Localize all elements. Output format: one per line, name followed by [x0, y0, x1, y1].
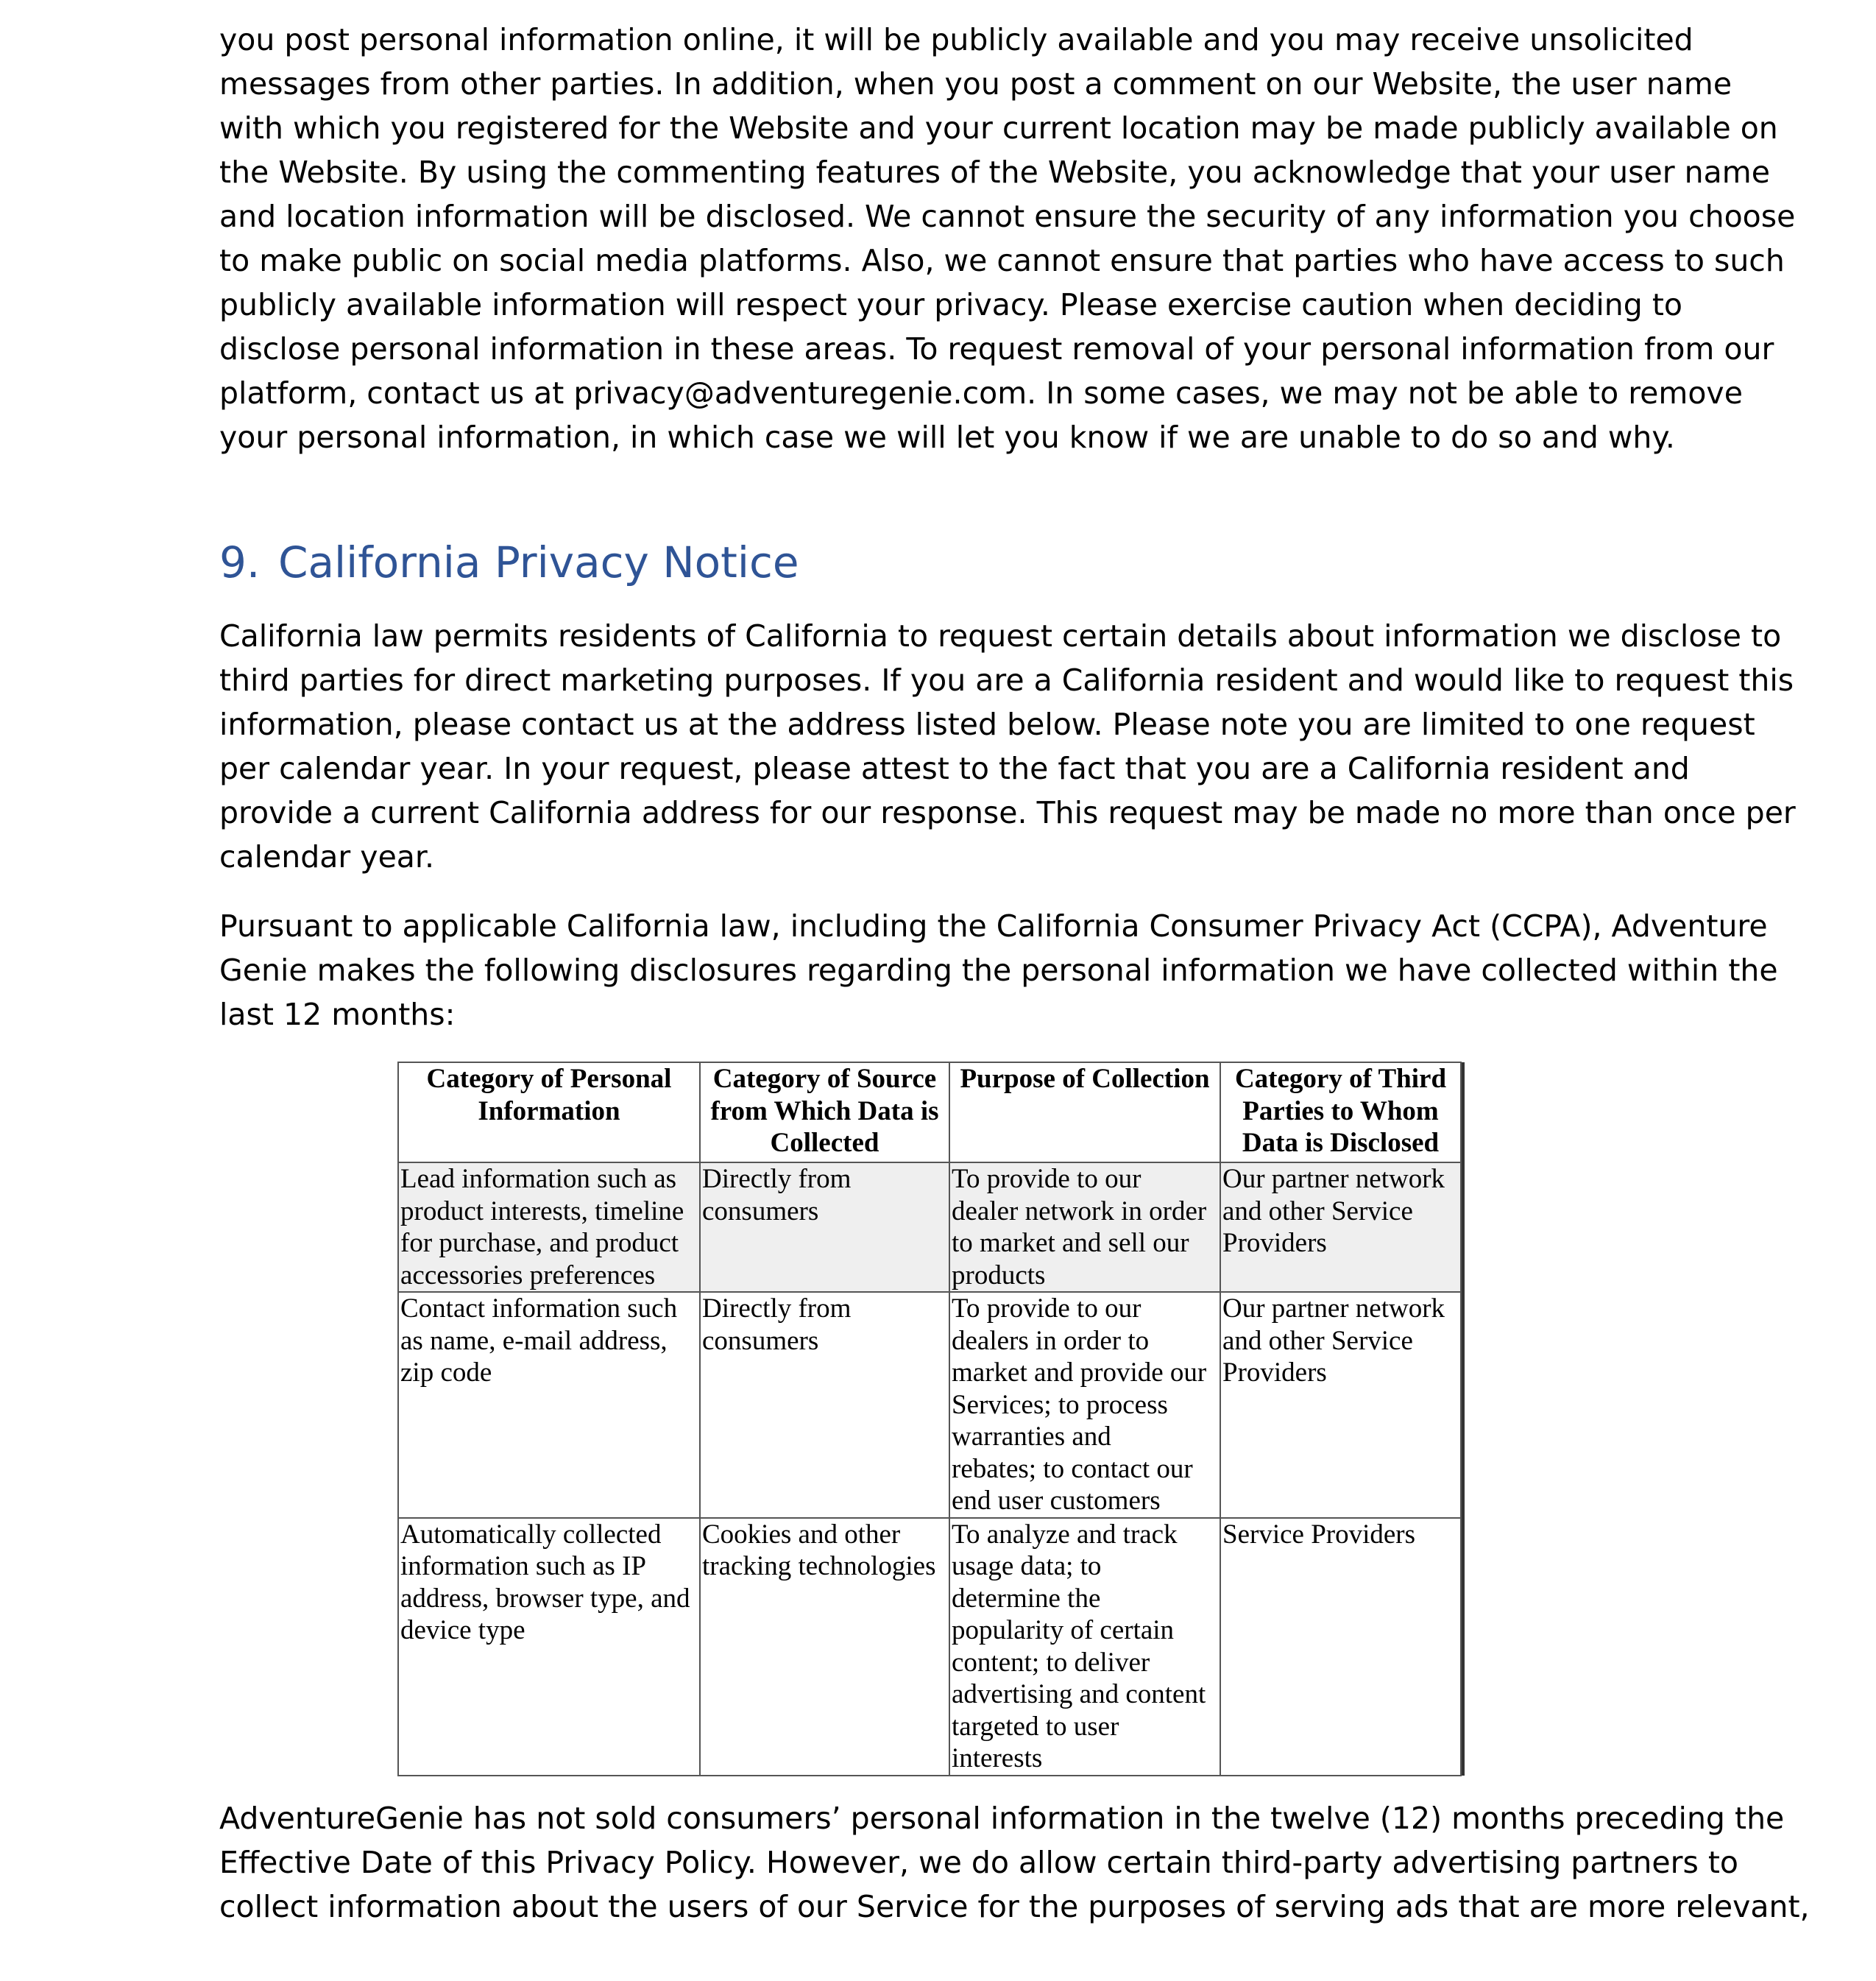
table-cell: To provide to our dealers in order to market and provide our Services; to process warranties and rebates; to contact our end user customers: [949, 1292, 1220, 1518]
text-line: Pursuant to applicable California law, including the California Consumer Privacy Act (CCPA), Adventure: [219, 908, 1768, 944]
table-cell: Lead information such as product interests, timeline for purchase, and product accessories preferences: [398, 1162, 700, 1292]
column-header-purpose: Purpose of Collection: [949, 1062, 1220, 1162]
intro-paragraph: [219, 18, 1796, 459]
california-law-paragraph: [219, 614, 1796, 879]
text-line: AdventureGenie has not sold consumers’ personal information in the twelve (12) months preceding the: [219, 1801, 1785, 1836]
table-cell: To provide to our dealer network in order to market and sell our products: [949, 1162, 1220, 1292]
table-cell: Service Providers: [1220, 1518, 1461, 1776]
text-line: with which you registered for the Website and your current location may be made publicly available on: [219, 110, 1778, 146]
table-cell: Directly from consumers: [700, 1292, 949, 1518]
table-cell: Automatically collected information such as IP address, browser type, and device type: [398, 1518, 700, 1776]
column-header-personal-info-category: Category of Personal Information: [398, 1062, 700, 1162]
text-line: collect information about the users of our Service for the purposes of serving ads that are more relevant,: [219, 1889, 1810, 1924]
table-header-row: [398, 1062, 1461, 1162]
text-line: information, please contact us at the address listed below. Please note you are limited to one request: [219, 707, 1755, 742]
text-line: your personal information, in which case we will let you know if we are unable to do so and why.: [219, 420, 1675, 455]
section-title: California Privacy Notice: [278, 537, 799, 587]
section-heading: [219, 533, 799, 592]
text-line: last 12 months:: [219, 997, 456, 1032]
text-line: you post personal information online, it will be publicly available and you may receive unsolicited: [219, 22, 1693, 57]
text-line: provide a current California address for our response. This request may be made no more than once per: [219, 795, 1796, 830]
table-cell: Contact information such as name, e-mail address, zip code: [398, 1292, 700, 1518]
column-header-third-parties: Category of Third Parties to Whom Data is Disclosed: [1220, 1062, 1461, 1162]
table-row: [398, 1162, 1461, 1292]
table-row: [398, 1518, 1461, 1776]
text-line: the Website. By using the commenting features of the Website, you acknowledge that your user name: [219, 155, 1770, 190]
text-line: publicly available information will respect your privacy. Please exercise caution when deciding to: [219, 287, 1682, 322]
text-line: third parties for direct marketing purposes. If you are a California resident and would like to request this: [219, 663, 1794, 698]
table-cell: Our partner network and other Service Providers: [1220, 1292, 1461, 1518]
text-line: to make public on social media platforms. Also, we cannot ensure that parties who have access to such: [219, 243, 1785, 278]
ccpa-disclosure-paragraph: [219, 904, 1778, 1037]
text-line: messages from other parties. In addition, when you post a comment on our Website, the user name: [219, 66, 1732, 102]
ccpa-disclosure-table: [397, 1062, 1462, 1776]
text-line: calendar year.: [219, 839, 435, 875]
table-row: [398, 1292, 1461, 1518]
not-sold-paragraph: [219, 1796, 1810, 1929]
table-cell: Directly from consumers: [700, 1162, 949, 1292]
text-line: per calendar year. In your request, please attest to the fact that you are a California resident and: [219, 751, 1690, 786]
table-cell: Cookies and other tracking technologies: [700, 1518, 949, 1776]
text-line: Effective Date of this Privacy Policy. However, we do allow certain third-party advertising partners to: [219, 1845, 1739, 1880]
text-line: disclose personal information in these areas. To request removal of your personal information from our: [219, 331, 1774, 367]
table-cell: To analyze and track usage data; to determine the popularity of certain content; to deliver advertising and content targeted to user interests: [949, 1518, 1220, 1776]
text-line: Genie makes the following disclosures regarding the personal information we have collected within the: [219, 953, 1778, 988]
section-number: 9.: [219, 537, 261, 587]
column-header-source-category: Category of Source from Which Data is Collected: [700, 1062, 949, 1162]
text-line: and location information will be disclosed. We cannot ensure the security of any information you choose: [219, 199, 1796, 234]
text-line: California law permits residents of California to request certain details about information we disclose to: [219, 618, 1782, 654]
text-line: platform, contact us at privacy@adventuregenie.com. In some cases, we may not be able to remove: [219, 375, 1743, 411]
table-cell: Our partner network and other Service Providers: [1220, 1162, 1461, 1292]
